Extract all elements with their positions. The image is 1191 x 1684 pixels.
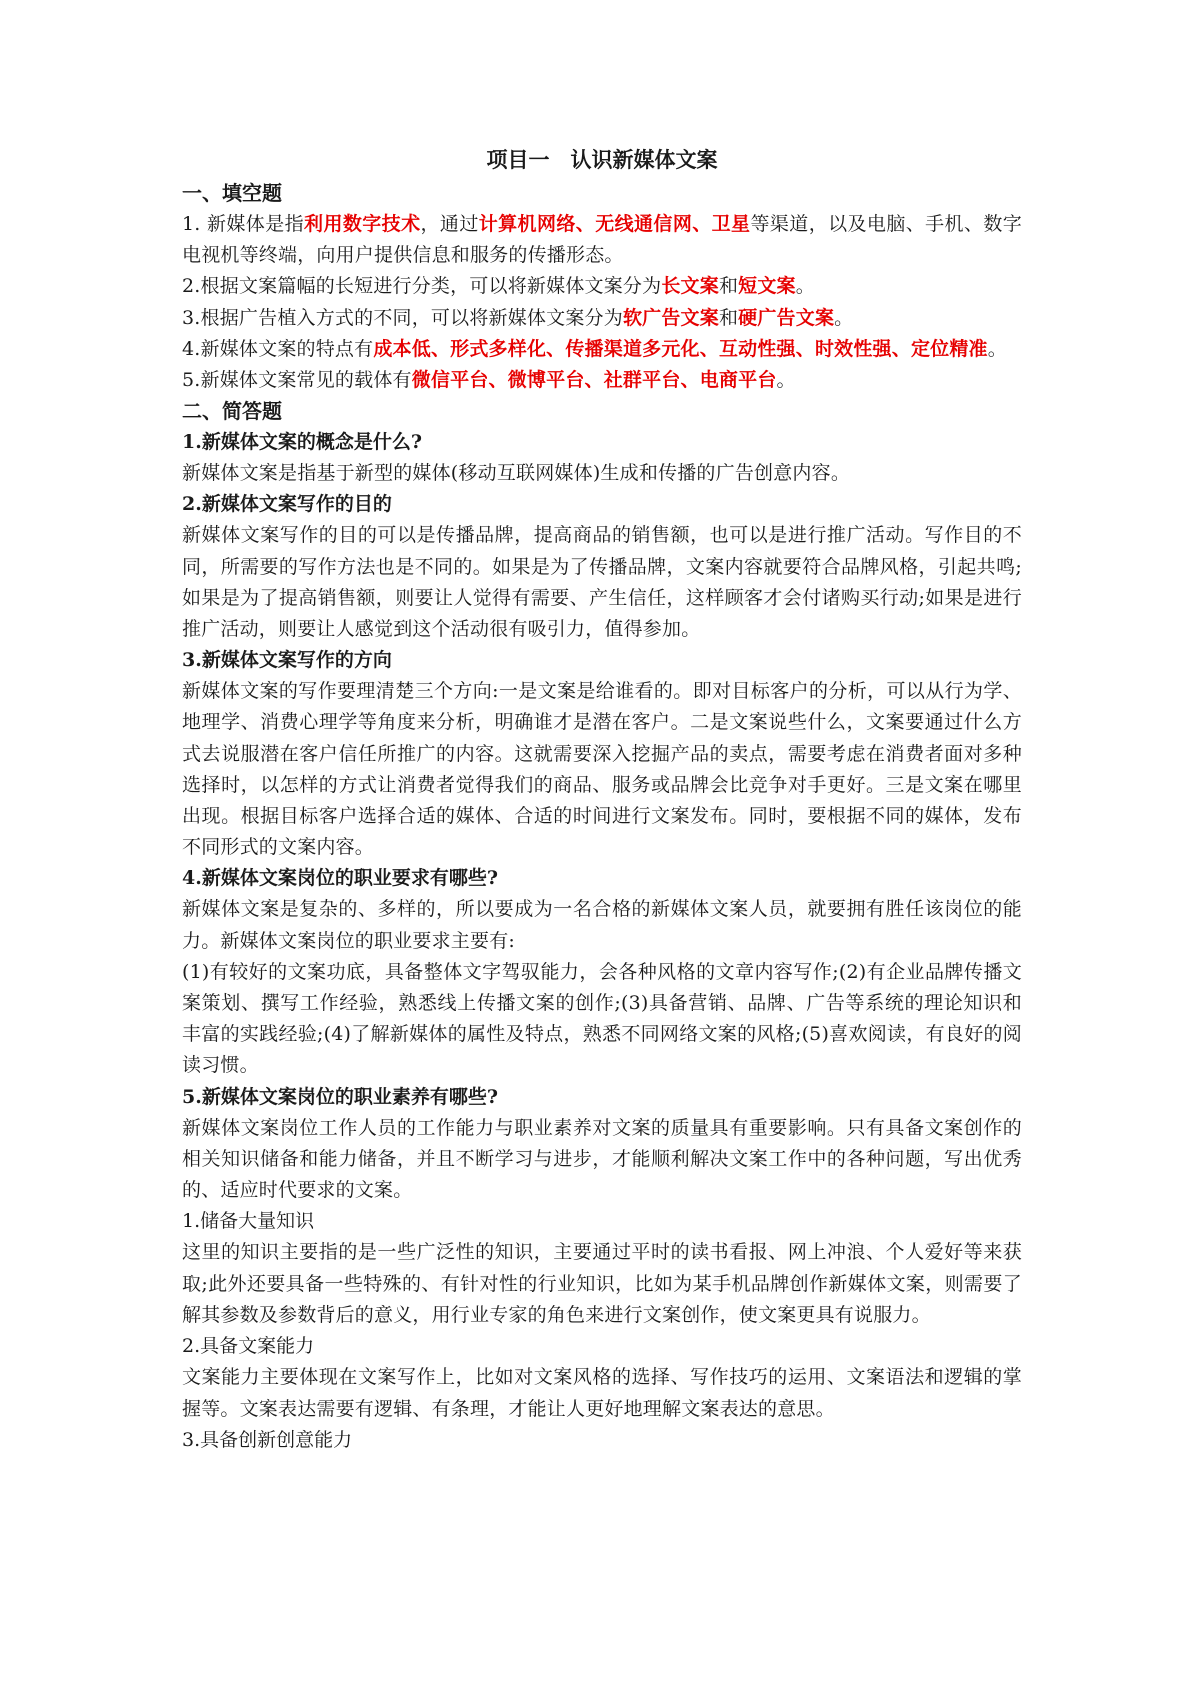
answer-paragraph: 新媒体文案写作的目的可以是传播品牌，提高商品的销售额，也可以是进行推广活动。写作目的不同，所需要的写作方法也是不同的。如果是为了传播品牌，文案内容就要符合品牌风格，引起共鸣;如果是为了提高销售额，则要让人觉得有需要、产生信任，这样顾客才会付诸购买行动;如果是进行推广活动，则要让人感觉到这个活动很有吸引力，值得参加。 bbox=[182, 524, 1022, 641]
answer: 微信平台、微博平台、社群平台、电商平台 bbox=[411, 369, 777, 392]
fill-question-1 bbox=[182, 209, 1022, 271]
subsection-title: 3.具备创新创意能力 bbox=[182, 1428, 353, 1451]
fill-question-3 bbox=[182, 303, 1022, 334]
text: ，通过 bbox=[420, 213, 479, 235]
question-title: 3.新媒体文案写作的方向 bbox=[182, 649, 392, 672]
text: 。 bbox=[776, 369, 796, 392]
text: 和 bbox=[718, 275, 739, 298]
text: 3.根据广告植入方式的不同，可以将新媒体文案分为 bbox=[182, 306, 623, 329]
question-title: 1.新媒体文案的概念是什么? bbox=[182, 431, 422, 454]
answer-paragraph: 新媒体文案的写作要理清楚三个方向:一是文案是给谁看的。即对目标客户的分析，可以从行为学、地理学、消费心理学等角度来分析，明确谁才是潜在客户。二是文案说些什么，文案要通过什么方式去说服潜在客户信任所推广的内容。这就需要深入挖掘产品的卖点，需要考虑在消费者面对多种选择时，以怎样的方式让消费者觉得我们的商品、服务或品牌会比竞争对手更好。三是文案在哪里出现。根据目标客户选择合适的媒体、合适的时间进行文案发布。同时，要根据不同的媒体，发布不同形式的文案内容。 bbox=[182, 680, 1022, 859]
answer-paragraph: 新媒体文案是指基于新型的媒体(移动互联网媒体)生成和传播的广告创意内容。 bbox=[182, 462, 851, 485]
fill-question-2 bbox=[182, 271, 1022, 302]
answer: 软广告文案 bbox=[622, 306, 719, 329]
answer-paragraph: (1)有较好的文案功底，具备整体文字驾驭能力，会各种风格的文章内容写作;(2)有企业品牌传播文案策划、撰写工作经验，熟悉线上传播文案的创作;(3)具备营销、品牌、广告等系统的理论知识和丰富的实践经验;(4)了解新媒体的属性及特点，熟悉不同网络文案的风格;(5)喜欢阅读，有良好的阅读习惯。 bbox=[182, 960, 1022, 1077]
text: 。 bbox=[834, 306, 854, 329]
section-heading-fill-blank: 一、填空题 bbox=[182, 181, 282, 205]
fill-question-4 bbox=[182, 334, 1022, 365]
text: 2.根据文案篇幅的长短进行分类，可以将新媒体文案分为 bbox=[182, 275, 662, 298]
text: 1. 新媒体是指 bbox=[182, 213, 305, 235]
answer: 硬广告文案 bbox=[738, 306, 835, 329]
text: 和 bbox=[718, 306, 739, 329]
text: 。 bbox=[795, 275, 815, 298]
answer: 利用数字技术 bbox=[304, 213, 421, 235]
fill-question-5 bbox=[182, 365, 1022, 396]
answer-paragraph: 新媒体文案是复杂的、多样的，所以要成为一名合格的新媒体文案人员，就要拥有胜任该岗位的能力。新媒体文案岗位的职业要求主要有: bbox=[182, 898, 1022, 952]
text: 。 bbox=[987, 337, 1007, 360]
question-title: 4.新媒体文案岗位的职业要求有哪些? bbox=[182, 867, 498, 890]
answer-paragraph: 这里的知识主要指的是一些广泛性的知识，主要通过平时的读书看报、网上冲浪、个人爱好等来获取;此外还要具备一些特殊的、有针对性的行业知识，比如为某手机品牌创作新媒体文案，则需要了解其参数及参数背后的意义，用行业专家的角色来进行文案创作，使文案更具有说服力。 bbox=[182, 1241, 1022, 1326]
answer: 成本低、形式多样化、传播渠道多元化、互动性强、时效性强、定位精准 bbox=[373, 337, 988, 360]
question-title: 5.新媒体文案岗位的职业素养有哪些? bbox=[182, 1085, 498, 1108]
answer-paragraph: 文案能力主要体现在文案写作上，比如对文案风格的选择、写作技巧的运用、文案语法和逻辑的掌握等。文案表达需要有逻辑、有条理，才能让人更好地理解文案表达的意思。 bbox=[182, 1366, 1022, 1420]
text: 4.新媒体文案的特点有 bbox=[182, 337, 374, 360]
text: 等渠道，以及电脑、手机、数字电视机等终端，向用户提供信息和服务的传播形态。 bbox=[182, 213, 1022, 267]
subsection-title: 1.储备大量知识 bbox=[182, 1210, 315, 1233]
answer: 短文案 bbox=[738, 275, 796, 298]
document-title: 项目一 认识新媒体文案 bbox=[486, 147, 718, 172]
section-heading-short-answer: 二、简答题 bbox=[182, 399, 282, 424]
answer: 计算机网络、无线通信网、卫星 bbox=[478, 213, 751, 235]
answer: 长文案 bbox=[661, 275, 719, 298]
document-page bbox=[182, 142, 1022, 1456]
subsection-title: 2.具备文案能力 bbox=[182, 1335, 315, 1358]
question-title: 2.新媒体文案写作的目的 bbox=[182, 493, 392, 516]
answer-paragraph: 新媒体文案岗位工作人员的工作能力与职业素养对文案的质量具有重要影响。只有具备文案创作的相关知识储备和能力储备，并且不断学习与进步，才能顺利解决文案工作中的各种问题，写出优秀的、适应时代要求的文案。 bbox=[182, 1116, 1022, 1202]
text: 5.新媒体文案常见的载体有 bbox=[182, 369, 412, 392]
